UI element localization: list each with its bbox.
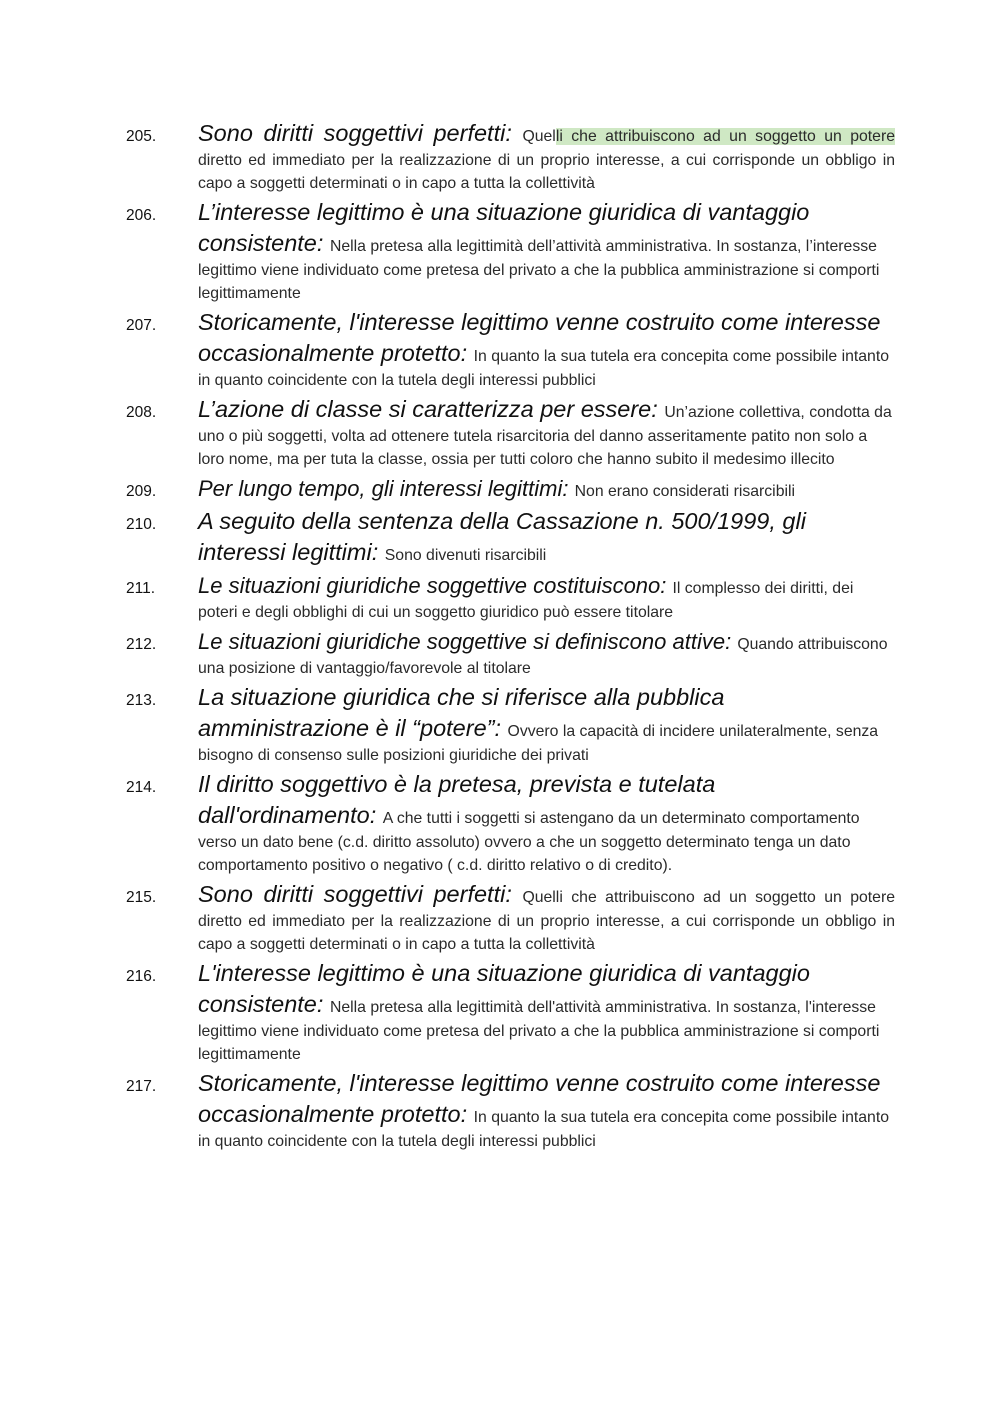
answer-text-start: Quel	[522, 128, 556, 145]
item-number: 208.	[126, 404, 157, 421]
item-number: 207.	[126, 317, 157, 334]
question-text: Il diritto soggettivo è la pretesa, prevista e tutelata dall'ordinamento:	[198, 771, 716, 828]
list-item	[0, 570, 1000, 624]
item-number: 212.	[126, 636, 157, 653]
question-text: Le situazioni giuridiche soggettive si definiscono attive:	[198, 629, 738, 654]
list-item	[0, 506, 1000, 568]
question-text: A seguito della sentenza della Cassazione n. 500/1999, gli interessi legittimi:	[198, 508, 806, 565]
item-number: 216.	[126, 968, 157, 985]
item-number: 205.	[126, 128, 157, 145]
list-item	[0, 197, 1000, 305]
question-text: Per lungo tempo, gli interessi legittimi:	[198, 476, 575, 501]
question-text: L'interesse legittimo è una situazione giuridica di vantaggio consistente:	[198, 960, 810, 1017]
answer-text: Un’azione collettiva, condotta da uno o più soggetti, volta ad ottenere tutela risarcitoria del danno asseritamente patito non solo a loro nome, ma per tuta la classe, ossia per tutti coloro che hanno subito il medesimo illecito	[198, 404, 892, 468]
question-text: La situazione giuridica che si riferisce alla pubblica amministrazione è il “potere”:	[198, 684, 725, 741]
item-number: 217.	[126, 1078, 157, 1095]
answer-text: A che tutti i soggetti si astengano da un determinato comportamento verso un dato bene (c.d. diritto assoluto) ovvero a che un soggetto determinato tenga un dato comportamento positivo o negativo ( c.d. diritto relativo o di credito).	[198, 810, 860, 874]
question-text: L’interesse legittimo è una situazione giuridica di vantaggio consistente:	[198, 199, 810, 256]
list-item	[0, 682, 1000, 767]
answer-text: Sono divenuti risarcibili	[384, 547, 547, 564]
answer-text: Quelli che attribuiscono ad un soggetto un potere diretto ed immediato per la realizzazione di un proprio interesse, a cui corrisponde un obbligo in capo a soggetti determinati o in capo a tutta la collettività	[198, 889, 895, 953]
question-text: Sono diritti soggettivi perfetti:	[198, 120, 523, 146]
answer-text: Ovvero la capacità di incidere unilateralmente, senza bisogno di consenso sulle posizioni giuridiche dei privati	[198, 723, 879, 764]
list-item	[0, 118, 1000, 195]
item-number: 214.	[126, 779, 157, 796]
item-number: 206.	[126, 207, 157, 224]
question-text: Sono diritti soggettivi perfetti:	[198, 881, 523, 907]
list-item	[0, 769, 1000, 877]
list-item	[0, 1068, 1000, 1153]
list-item	[0, 626, 1000, 680]
answer-text: Il complesso dei diritti, dei poteri e degli obblighi di cui un soggetto giuridico può essere titolare	[198, 580, 854, 621]
list-item	[0, 394, 1000, 471]
item-number: 211.	[126, 580, 156, 597]
item-number: 213.	[126, 692, 157, 709]
answer-text: Quando attribuiscono una posizione di vantaggio/favorevole al titolare	[198, 636, 888, 677]
answer-text: In quanto la sua tutela era concepita come possibile intanto in quanto coincidente con la tutela degli interessi pubblici	[198, 348, 890, 389]
document-page	[0, 118, 1000, 1155]
answer-text: Non erano considerati risarcibili	[574, 483, 796, 500]
item-number: 215.	[126, 889, 157, 906]
list-item	[0, 879, 1000, 956]
list-item	[0, 307, 1000, 392]
question-text: Le situazioni giuridiche soggettive costituiscono:	[198, 573, 673, 598]
question-text: Storicamente, l'interesse legittimo venne costruito come interesse occasionalmente protetto:	[198, 1070, 881, 1127]
question-text: Storicamente, l'interesse legittimo venne costruito come interesse occasionalmente protetto:	[198, 309, 881, 366]
highlighted-text[interactable]: li che attribuiscono ad un soggetto un potere	[555, 128, 895, 145]
item-number: 209.	[126, 483, 157, 500]
question-text: L’azione di classe si caratterizza per essere:	[198, 396, 665, 422]
list-item	[0, 473, 1000, 504]
answer-text: Nella pretesa alla legittimità dell'attività amministrativa. In sostanza, l'interesse legittimo viene individuato come pretesa del privato a che la pubblica amministrazione si comporti legittimamente	[198, 999, 880, 1063]
list-item	[0, 958, 1000, 1066]
answer-text: In quanto la sua tutela era concepita come possibile intanto in quanto coincidente con la tutela degli interessi pubblici	[198, 1109, 890, 1150]
answer-text-end: diretto ed immediato per la realizzazione di un proprio interesse, a cui corrisponde un obbligo in capo a soggetti determinati o in capo a tutta la collettività	[198, 152, 895, 192]
answer-text: Nella pretesa alla legittimità dell’attività amministrativa. In sostanza, l’interesse legittimo viene individuato come pretesa del privato a che la pubblica amministrazione si comporti legittimamente	[198, 238, 880, 302]
item-number: 210.	[126, 516, 157, 533]
